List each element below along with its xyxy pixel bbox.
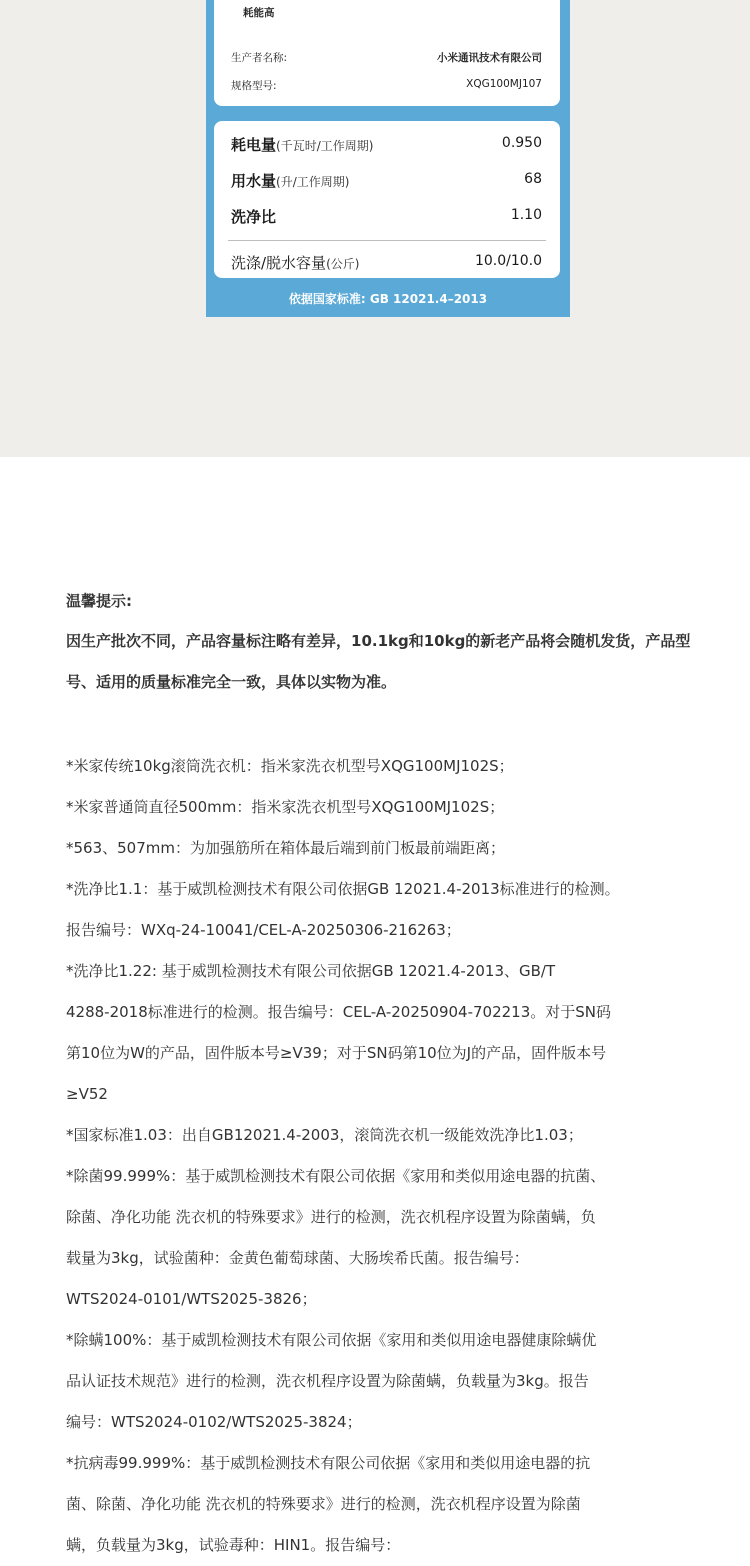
footnote-line: ≥V52 bbox=[66, 1085, 108, 1103]
metric-water-label: 用水量 bbox=[231, 172, 277, 190]
footnote-line: *除螨100%：基于威凯检测技术有限公司依据《家用和类似用途电器健康除螨优 bbox=[66, 1331, 597, 1349]
footnote-line: *洗净比1.1：基于威凯检测技术有限公司依据GB 12021.4-2013标准进行的检测。 bbox=[66, 880, 620, 898]
footnote-line: 除菌、净化功能 洗衣机的特殊要求》进行的检测，洗衣机程序设置为除菌螨，负 bbox=[66, 1208, 596, 1226]
metric-water-value: 68 bbox=[524, 171, 542, 187]
footnote-line: *米家传统10kg滚筒洗衣机：指米家洗衣机型号XQG100MJ102S； bbox=[66, 757, 514, 775]
metric-power-unit: (千瓦时/工作周期) bbox=[276, 139, 374, 153]
metric-wash-ratio-label: 洗净比 bbox=[231, 208, 277, 226]
energy-standard: 依据国家标准: GB 12021.4–2013 bbox=[288, 292, 488, 306]
footnote-line: 螨，负载量为3kg，试验毒种：HIN1。报告编号： bbox=[66, 1536, 401, 1554]
producer-label: 生产者名称: bbox=[231, 52, 288, 64]
metric-wash-ratio bbox=[231, 206, 276, 227]
model-value: XQG100MJ107 bbox=[466, 78, 542, 90]
metric-power-value: 0.950 bbox=[501, 135, 542, 151]
footnote-line: 报告编号：WXq-24-10041/CEL-A-20250306-216263； bbox=[66, 921, 461, 939]
model-label: 规格型号: bbox=[231, 80, 277, 92]
metric-water-unit: (升/工作周期) bbox=[276, 175, 350, 189]
metric-capacity-label: 洗涤/脱水容量 bbox=[231, 254, 327, 272]
producer-value: 小米通讯技术有限公司 bbox=[437, 52, 542, 64]
metric-power bbox=[231, 134, 373, 155]
footnote-line: 菌、除菌、净化功能 洗衣机的特殊要求》进行的检测，洗衣机程序设置为除菌 bbox=[66, 1495, 581, 1513]
footnote-line: WTS2024-0101/WTS2025-3826； bbox=[66, 1290, 317, 1308]
metric-capacity-value: 10.0/10.0 bbox=[474, 253, 542, 269]
efficiency-text: 耗能高 bbox=[243, 7, 275, 19]
footnote-line: *抗病毒99.999%：基于威凯检测技术有限公司依据《家用和类似用途电器的抗 bbox=[66, 1454, 591, 1472]
metrics-divider bbox=[228, 240, 546, 241]
tip-title: 温馨提示: bbox=[66, 592, 132, 610]
footnote-line: *米家普通筒直径500mm：指米家洗衣机型号XQG100MJ102S； bbox=[66, 798, 505, 816]
tip-body: 因生产批次不同，产品容量标注略有差异，10.1kg和10kg的新老产品将会随机发货，产品型号、适用的质量标准完全一致，具体以实物为准。 bbox=[66, 632, 691, 691]
metric-power-label: 耗电量 bbox=[231, 136, 277, 154]
footnote-line: 第10位为W的产品，固件版本号≥V39；对于SN码第10位为J的产品，固件版本号 bbox=[66, 1044, 607, 1062]
metric-water bbox=[231, 170, 349, 191]
footnote-line: *洗净比1.22: 基于威凯检测技术有限公司依据GB 12021.4-2013、GB/T bbox=[66, 962, 556, 980]
footnotes bbox=[66, 746, 691, 1566]
footnote-line: 4288-2018标准进行的检测。报告编号：CEL-A-20250904-702213。对于SN码 bbox=[66, 1003, 611, 1021]
metric-capacity bbox=[231, 252, 359, 273]
footnote-line: 品认证技术规范》进行的检测，洗衣机程序设置为除菌螨，负载量为3kg。报告 bbox=[66, 1372, 589, 1390]
footnote-line: 编号：WTS2024-0102/WTS2025-3824； bbox=[66, 1413, 362, 1431]
footnote-line: *563、507mm：为加强筋所在箱体最后端到前门板最前端距离； bbox=[66, 839, 505, 857]
footnote-line: *国家标准1.03：出自GB12021.4-2003，滚筒洗衣机一级能效洗净比1.03； bbox=[66, 1126, 583, 1144]
footnote-line: 载量为3kg，试验菌种：金黄色葡萄球菌、大肠埃希氏菌。报告编号： bbox=[66, 1249, 529, 1267]
footnote-line: *除菌99.999%：基于威凯检测技术有限公司依据《家用和类似用途电器的抗菌、 bbox=[66, 1167, 606, 1185]
metric-wash-ratio-value: 1.10 bbox=[510, 207, 542, 223]
metric-capacity-unit: (公斤) bbox=[326, 257, 360, 271]
